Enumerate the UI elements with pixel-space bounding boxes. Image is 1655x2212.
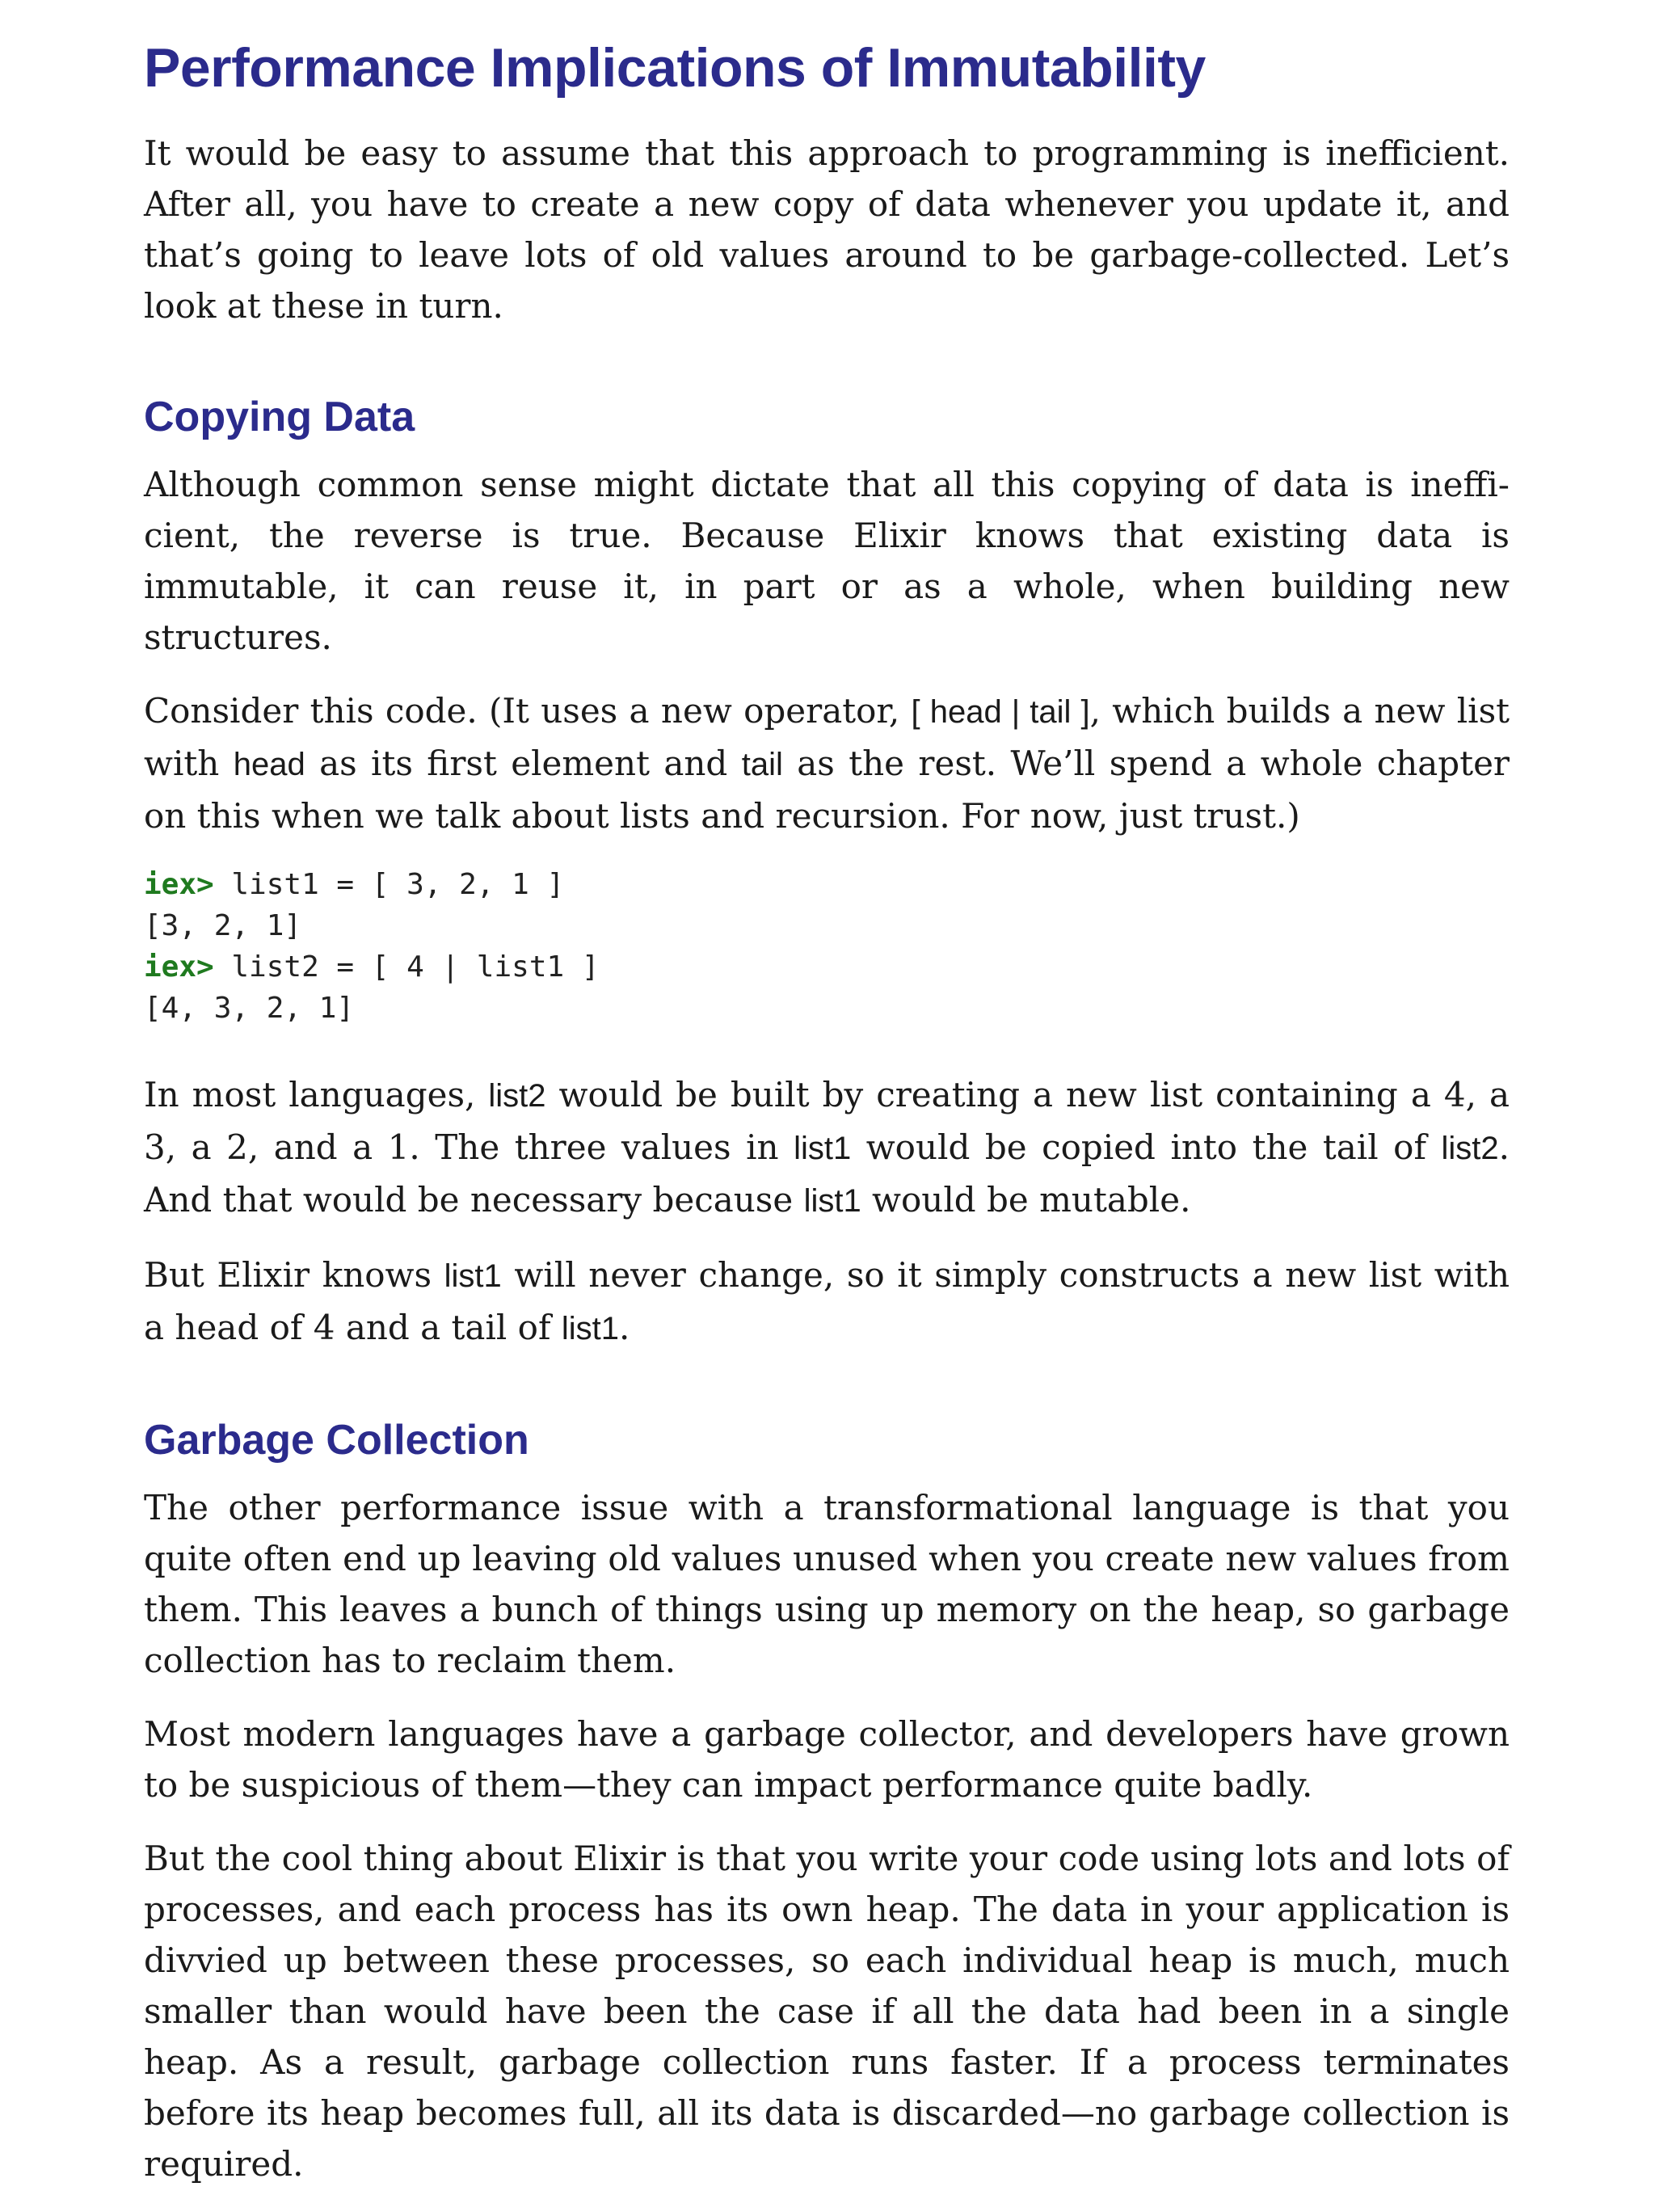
page-title: Performance Implications of Immutability	[144, 37, 1206, 99]
text-run: would be built by creating a new list containing a 4, a 3, a 2, and a 1. The three values in	[144, 1075, 1510, 1167]
copying-paragraph-1: Although common sense might dictate that all this copying of data is ineffi-cient, the reverse is true. Because Elixir knows that existing data is immutable, it can reuse it, in part or as a whole, when building new structures.	[144, 465, 1510, 657]
code-line	[144, 946, 1510, 988]
text-run: will never change, so it simply constructs a new list with a head of 4 and a tail of	[144, 1255, 1510, 1347]
code-text: [3, 2, 1]	[144, 909, 302, 942]
inline-code-list1: list1	[561, 1311, 619, 1346]
code-text: [4, 3, 2, 1]	[144, 992, 355, 1025]
inline-code-list2: list2	[488, 1078, 546, 1114]
inline-code-list1: list1	[803, 1183, 861, 1219]
garbage-paragraph-2: Most modern languages have a garbage collector, and developers have grown to be suspicious of them—they can impact performance quite badly.	[144, 1714, 1510, 1805]
intro-paragraph: It would be easy to assume that this approach to programming is inefficient. After all, you have to create a new copy of data whenever you update it, and that’s going to leave lots of old values around to be garbage-collected. Let’s look at these in turn.	[144, 133, 1510, 326]
inline-code-list1: list1	[444, 1258, 502, 1294]
text-run: would be copied into the tail of	[851, 1127, 1442, 1167]
code-line	[144, 905, 1510, 946]
inline-code-list2: list2	[1441, 1131, 1499, 1166]
section-heading-garbage-collection: Garbage Collection	[144, 1417, 529, 1464]
text-run: Consider this code. (It uses a new operator,	[144, 691, 912, 731]
text-run: would be mutable.	[861, 1180, 1191, 1220]
code-line	[144, 864, 1510, 905]
inline-code-head-tail: [ head | tail ]	[911, 694, 1090, 730]
code-line	[144, 988, 1510, 1029]
text-run: In most languages,	[144, 1075, 489, 1114]
inline-code-list1: list1	[794, 1131, 852, 1166]
text-run: as its first element and	[305, 744, 742, 783]
copying-paragraph-2	[144, 685, 1510, 841]
text-run: as the rest. We’ll spend a whole chapter on this when we talk about lists and recursion. For now, just trust.)	[144, 744, 1510, 836]
text-run: .	[619, 1308, 630, 1347]
garbage-paragraph-1: The other performance issue with a transformational language is that you quite often end up leaving old values unused when you create new values from them. This leaves a bunch of things using up memory on the heap, so garbage collection has to reclaim them.	[144, 1488, 1510, 1680]
section-heading-copying-data: Copying Data	[144, 394, 415, 440]
text-run: , which builds a new list with	[144, 691, 1510, 783]
iex-prompt: iex>	[144, 950, 214, 984]
text-run: But Elixir knows	[144, 1255, 444, 1295]
code-text: list1 = [ 3, 2, 1 ]	[213, 868, 565, 901]
page	[144, 32, 1510, 2212]
code-block	[144, 864, 1510, 1029]
iex-prompt: iex>	[144, 868, 214, 901]
code-text: list2 = [ 4 | list1 ]	[213, 950, 600, 984]
text-run: . And that would be necessary because	[144, 1127, 1510, 1220]
inline-code-head: head	[233, 747, 305, 782]
inline-code-tail: tail	[741, 747, 783, 782]
garbage-paragraph-3: But the cool thing about Elixir is that you write your code using lots and lots of processes, and each process has its own heap. The data in your application is divvied up between these processes, so each individual heap is much, much smaller than would have been the case if all the data had been in a single heap. As a result, garbage collection runs faster. If a process terminates before its heap becomes full, all its data is discarded—no garbage collection is required.	[144, 1839, 1510, 2184]
copying-paragraph-4	[144, 1249, 1510, 1355]
copying-paragraph-3	[144, 1069, 1510, 1227]
